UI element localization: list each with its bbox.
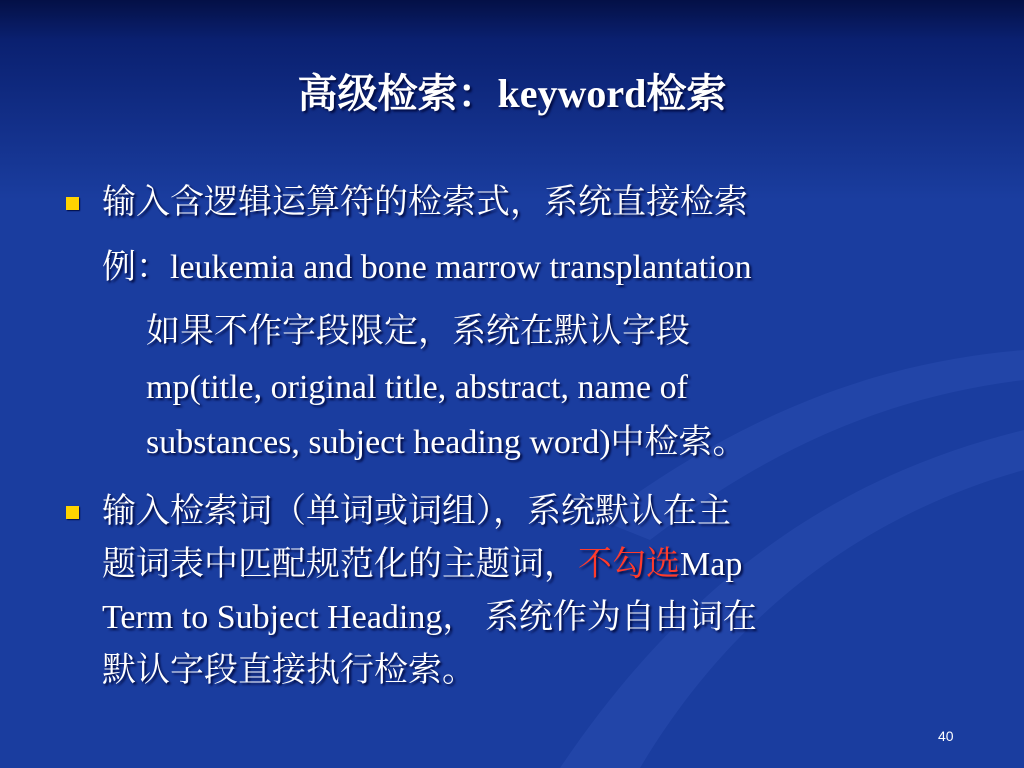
slide-title: 高级检索：keyword检索 <box>297 71 727 116</box>
bullet-2-line-4: 默认字段直接执行检索。 <box>102 652 476 689</box>
bullet-2-line-2 <box>102 545 742 585</box>
bullet-1-sub-line-2: mp(title, original title, abstract, name of <box>146 369 688 406</box>
bullet-1-marker <box>66 197 79 210</box>
bullet-2-highlight-text: 不勾选 <box>578 546 680 583</box>
page-number: 40 <box>938 728 954 744</box>
bullet-2-line-2-start: 题词表中匹配规范化的主题词， <box>102 546 578 583</box>
bullet-2-line-3: Term to Subject Heading， 系统作为自由词在 <box>102 599 757 636</box>
bullet-1-sub-line-1: 如果不作字段限定，系统在默认字段 <box>146 313 690 350</box>
bullet-1-line-1: 输入含逻辑运算符的检索式，系统直接检索 <box>102 184 748 221</box>
bullet-2-marker <box>66 506 79 519</box>
bullet-1-line-2: 例：leukemia and bone marrow transplantation <box>102 249 752 286</box>
bullet-1-sub-line-3: substances, subject heading word)中检索。 <box>146 424 747 461</box>
bullet-2-line-2-end: Map <box>680 546 743 583</box>
bullet-2-line-1: 输入检索词（单词或词组），系统默认在主 <box>102 493 731 530</box>
